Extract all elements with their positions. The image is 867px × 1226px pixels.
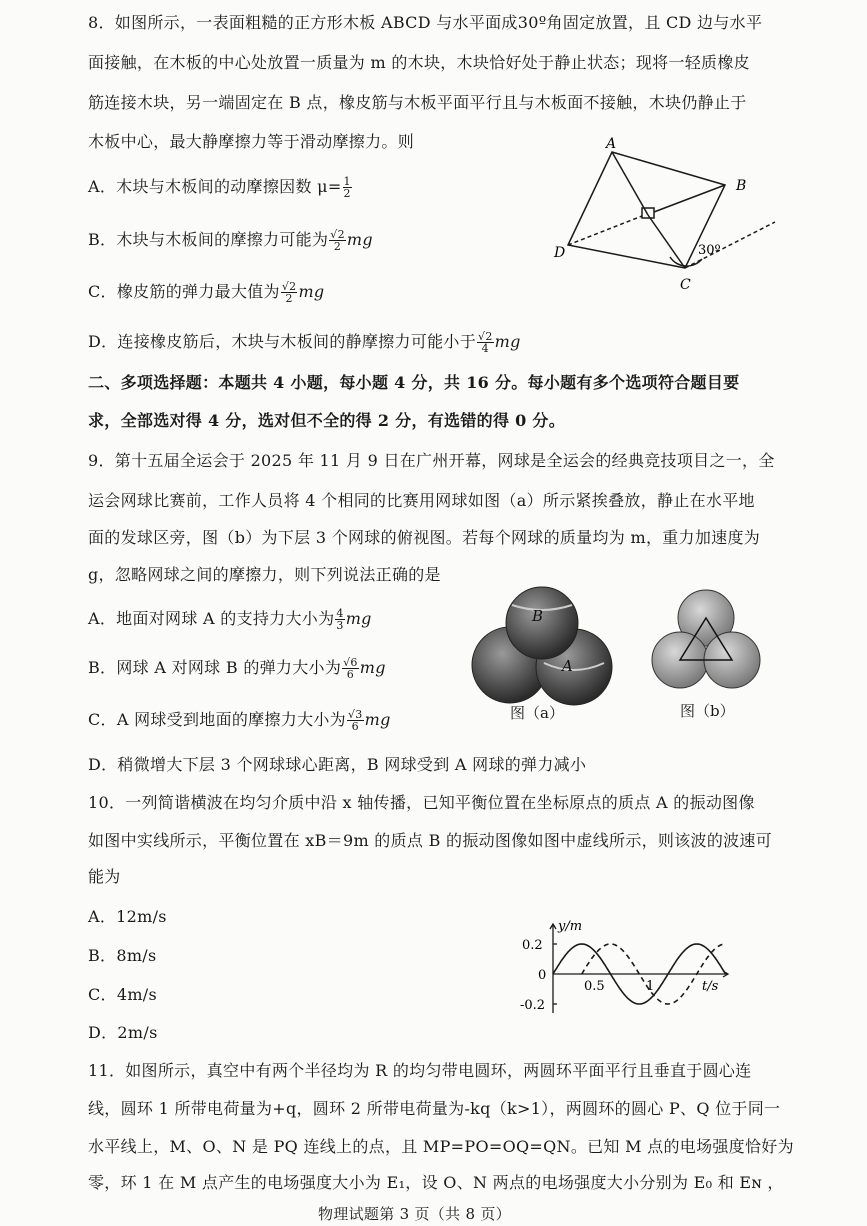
label-d: D [554, 245, 566, 261]
unit-mg: mg [346, 230, 373, 249]
figure-b-caption: 图（b） [680, 702, 735, 720]
denominator: 4 [481, 342, 489, 355]
fraction [347, 709, 364, 732]
q8-option-b-text: B．木块与木板间的摩擦力可能为 [88, 230, 329, 249]
unit-mg: mg [494, 332, 521, 351]
diagonal-center-c [648, 215, 685, 268]
q8-option-d-text: D．连接橡皮筋后，木块与木板间的静摩擦力可能小于 [88, 332, 477, 351]
numerator: 1 [343, 175, 351, 188]
fraction [477, 331, 494, 354]
denominator: 6 [346, 668, 355, 681]
wood-block [642, 208, 654, 218]
tennis-balls-top-view-figure [650, 588, 760, 698]
label-a: A [606, 136, 617, 152]
denominator: 2 [333, 240, 342, 253]
y-tick-label-0: 0 [538, 968, 547, 983]
q8-board-diagram [540, 136, 790, 300]
denominator: 3 [336, 619, 344, 632]
q8-line-2: 面接触，在木板的中心处放置一质量为 m 的木块，木块恰好处于静止状态；现将一轻质橡皮 [88, 53, 750, 72]
q9-option-c-text: C．A 网球受到地面的摩擦力大小为 [88, 710, 346, 729]
unit-mg: mg [364, 710, 391, 729]
numerator: √2 [281, 280, 297, 293]
fraction [335, 608, 344, 631]
fraction [342, 657, 359, 680]
q10-line-1: 10．一列简谐横波在均匀介质中沿 x 轴传播，已知平衡位置在坐标原点的质点 A 的振动图像 [88, 793, 755, 812]
q10-option-b: B．8m/s [88, 946, 157, 965]
q8-line-4: 木板中心，最大静摩擦力等于滑动摩擦力。则 [88, 132, 415, 151]
q9-option-b-text: B．网球 A 对网球 B 的弹力大小为 [88, 658, 342, 677]
q8-option-a [88, 176, 353, 199]
q11-line-1: 11．如图所示，真空中有两个半径均为 R 的均匀带电圆环，两圆环平面平行且垂直于圆心连 [88, 1061, 752, 1080]
q9-line-2: 运会网球比赛前，工作人员将 4 个相同的比赛用网球如图（a）所示紧挨叠放，静止在水平地 [88, 491, 755, 510]
q10-option-c: C．4m/s [88, 985, 157, 1004]
vibration-graph [518, 918, 738, 1018]
q8-option-c [88, 281, 324, 304]
q9-option-a [88, 608, 372, 631]
q9-line-1: 9．第十五届全运会于 2025 年 11 月 9 日在广州开幕，网球是全运会的经典竞技项目之一，全 [88, 451, 775, 470]
q9-option-b [88, 657, 386, 680]
unit-mg: mg [359, 658, 386, 677]
q10-option-a: A．12m/s [88, 907, 167, 926]
q9-line-4: g，忽略网球之间的摩擦力，则下列说法正确的是 [88, 565, 441, 584]
unit-mg: mg [298, 282, 325, 301]
q9-option-a-text: A．地面对网球 A 的支持力大小为 [88, 609, 335, 628]
y-tick-label-neg-0.2: -0.2 [520, 998, 546, 1013]
label-c: C [680, 277, 691, 293]
q8-line-3: 筋连接木块，另一端固定在 B 点，橡皮筋与木板平面平行且与木板面不接触，木块仍静止于 [88, 93, 747, 112]
fraction [329, 229, 346, 252]
section2-line-1: 二、多项选择题：本题共 4 小题，每小题 4 分，共 16 分。每小题有多个选项符合题目要 [88, 373, 740, 392]
numerator: √2 [478, 330, 493, 343]
q9-option-d: D．稍微增大下层 3 个网球球心距离，B 网球受到 A 网球的弹力减小 [88, 755, 587, 774]
q11-line-2: 线，圆环 1 所带电荷量为+q，圆环 2 所带电荷量为-kq（k>1），两圆环的圆心 P、Q 位于同一 [88, 1099, 781, 1118]
label-b: B [736, 178, 747, 194]
ball-a-label: A [562, 657, 573, 675]
q10-line-3: 能为 [88, 867, 121, 886]
ball-b-label: B [532, 607, 544, 625]
q8-option-b [88, 229, 373, 252]
fraction [281, 281, 298, 304]
q8-option-d [88, 331, 521, 354]
numerator: 4 [336, 607, 344, 620]
x-tick-label-0.5: 0.5 [584, 979, 605, 994]
q9-option-c [88, 709, 391, 732]
q11-line-3: 水平线上，M、O、N 是 PQ 连线上的点，且 MP=PO=OQ=QN。已知 M 点的电场强度恰好为 [88, 1137, 794, 1156]
q9-line-3: 面的发球区旁，图（b）为下层 3 个网球的俯视图。若每个网球的质量均为 m，重力加速度为 [88, 528, 761, 547]
angle-label: 30º [698, 243, 721, 258]
q10-option-d: D．2m/s [88, 1023, 158, 1042]
unit-mg: mg [345, 609, 372, 628]
section2-line-2: 求，全部选对得 4 分，选对但不全的得 2 分，有选错的得 0 分。 [88, 411, 566, 430]
q8-option-a-text: A．木块与木板间的动摩擦因数 μ= [88, 177, 342, 196]
q10-line-2: 如图中实线所示，平衡位置在 xB＝9m 的质点 B 的振动图像如图中虚线所示，则该波的波速可 [88, 831, 773, 850]
denominator: 2 [343, 187, 351, 200]
page-footer: 物理试题第 3 页（共 8 页） [318, 1205, 511, 1223]
y-tick-label-0.2: 0.2 [522, 938, 543, 953]
numerator: √3 [347, 708, 363, 721]
q8-line-1: 8．如图所示，一表面粗糙的正方形木板 ABCD 与水平面成30º角固定放置，且 CD 边与水平 [88, 13, 763, 32]
fraction [343, 176, 352, 199]
numerator: √2 [330, 228, 345, 241]
denominator: 6 [351, 720, 359, 733]
numerator: √6 [343, 656, 358, 669]
q11-line-4: 零，环 1 在 M 点产生的电场强度大小为 E₁，设 O、N 两点的电场强度大小分别为 E₀ 和 Eɴ ， [88, 1173, 784, 1192]
figure-a-caption: 图（a） [510, 704, 564, 722]
y-axis-label: y/m [558, 919, 583, 934]
denominator: 2 [285, 292, 293, 305]
x-tick-label-1: 1 [646, 979, 655, 994]
q8-option-c-text: C．橡皮筋的弹力最大值为 [88, 282, 280, 301]
x-axis-label: t/s [702, 979, 719, 994]
